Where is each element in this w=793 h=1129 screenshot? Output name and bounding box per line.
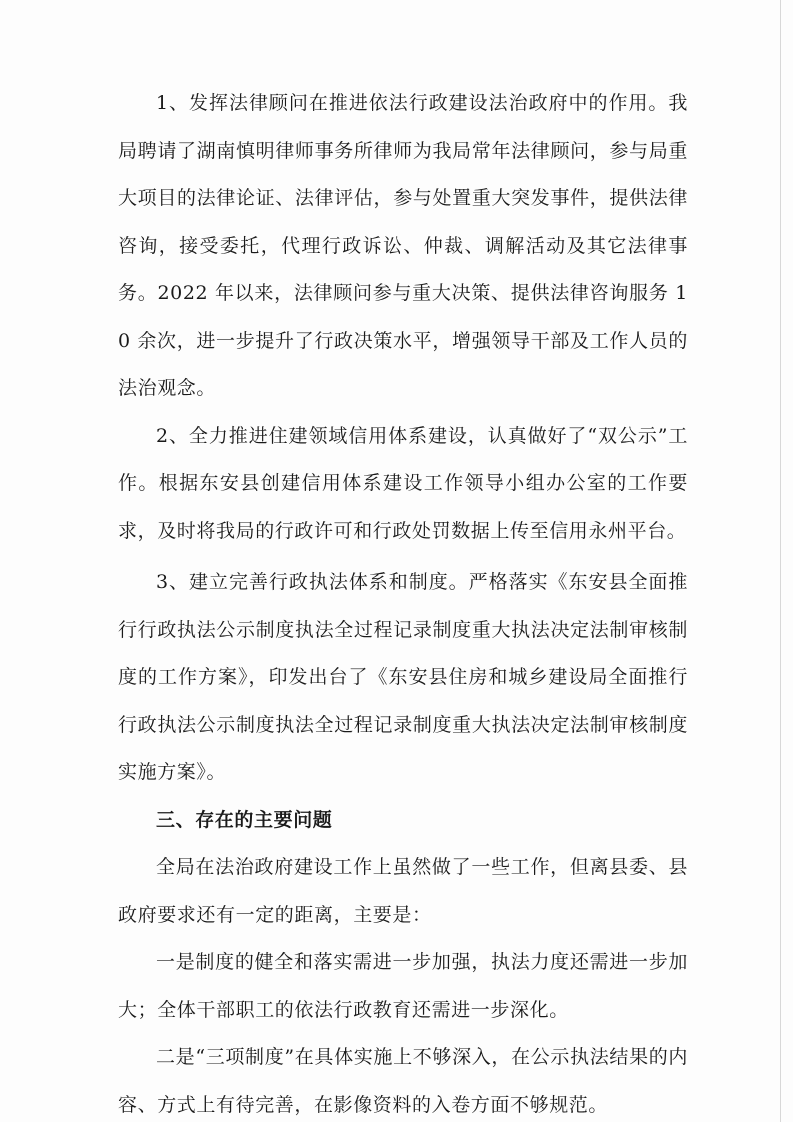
section-heading-problems: 三、存在的主要问题: [156, 808, 333, 831]
paragraph-problem-one: 一是制度的健全和落实需进一步加强，执法力度还需进一步加大；全体干部职工的依法行政教育还需进一步深化。: [118, 951, 688, 1021]
paragraph-problem-two: 二是“三项制度”在具体实施上不够深入，在公示执法结果的内容、方式上有待完善，在影像资料的入卷方面不够规范。: [118, 1046, 688, 1116]
paragraph-enforcement-system: 3、建立完善行政执法体系和制度。严格落实《东安县全面推行行政执法公示制度执法全过程记录制度重大执法决定法制审核制度的工作方案》，印发出台了《东安县住房和城乡建设局全面推行行政执法公示制度执法全过程记录制度重大执法决定法制审核制度实施方案》。: [118, 571, 688, 783]
paragraph-overview: 全局在法治政府建设工作上虽然做了一些工作，但离县委、县政府要求还有一定的距离，主要是：: [118, 856, 688, 926]
paragraph-credit-system: 2、全力推进住建领域信用体系建设，认真做好了“双公示”工作。根据东安县创建信用体系建设工作领导小组办公室的工作要求，及时将我局的行政许可和行政处罚数据上传至信用永州平台。: [118, 424, 688, 542]
page-edge-line: [780, 0, 781, 1122]
document-body: [118, 80, 688, 1129]
paragraph-legal-advisor: 1、发挥法律顾问在推进依法行政建设法治政府中的作用。我局聘请了湖南慎明律师事务所律师为我局常年法律顾问，参与局重大项目的法律论证、法律评估，参与处置重大突发事件，提供法律咨询，接受委托，代理行政诉讼、仲裁、调解活动及其它法律事务。2022 年以来，法律顾问参与重大决策、提供法律咨询服务 10 余次，进一步提升了行政决策水平，增强领导干部及工作人员的法治观念。: [118, 92, 688, 399]
